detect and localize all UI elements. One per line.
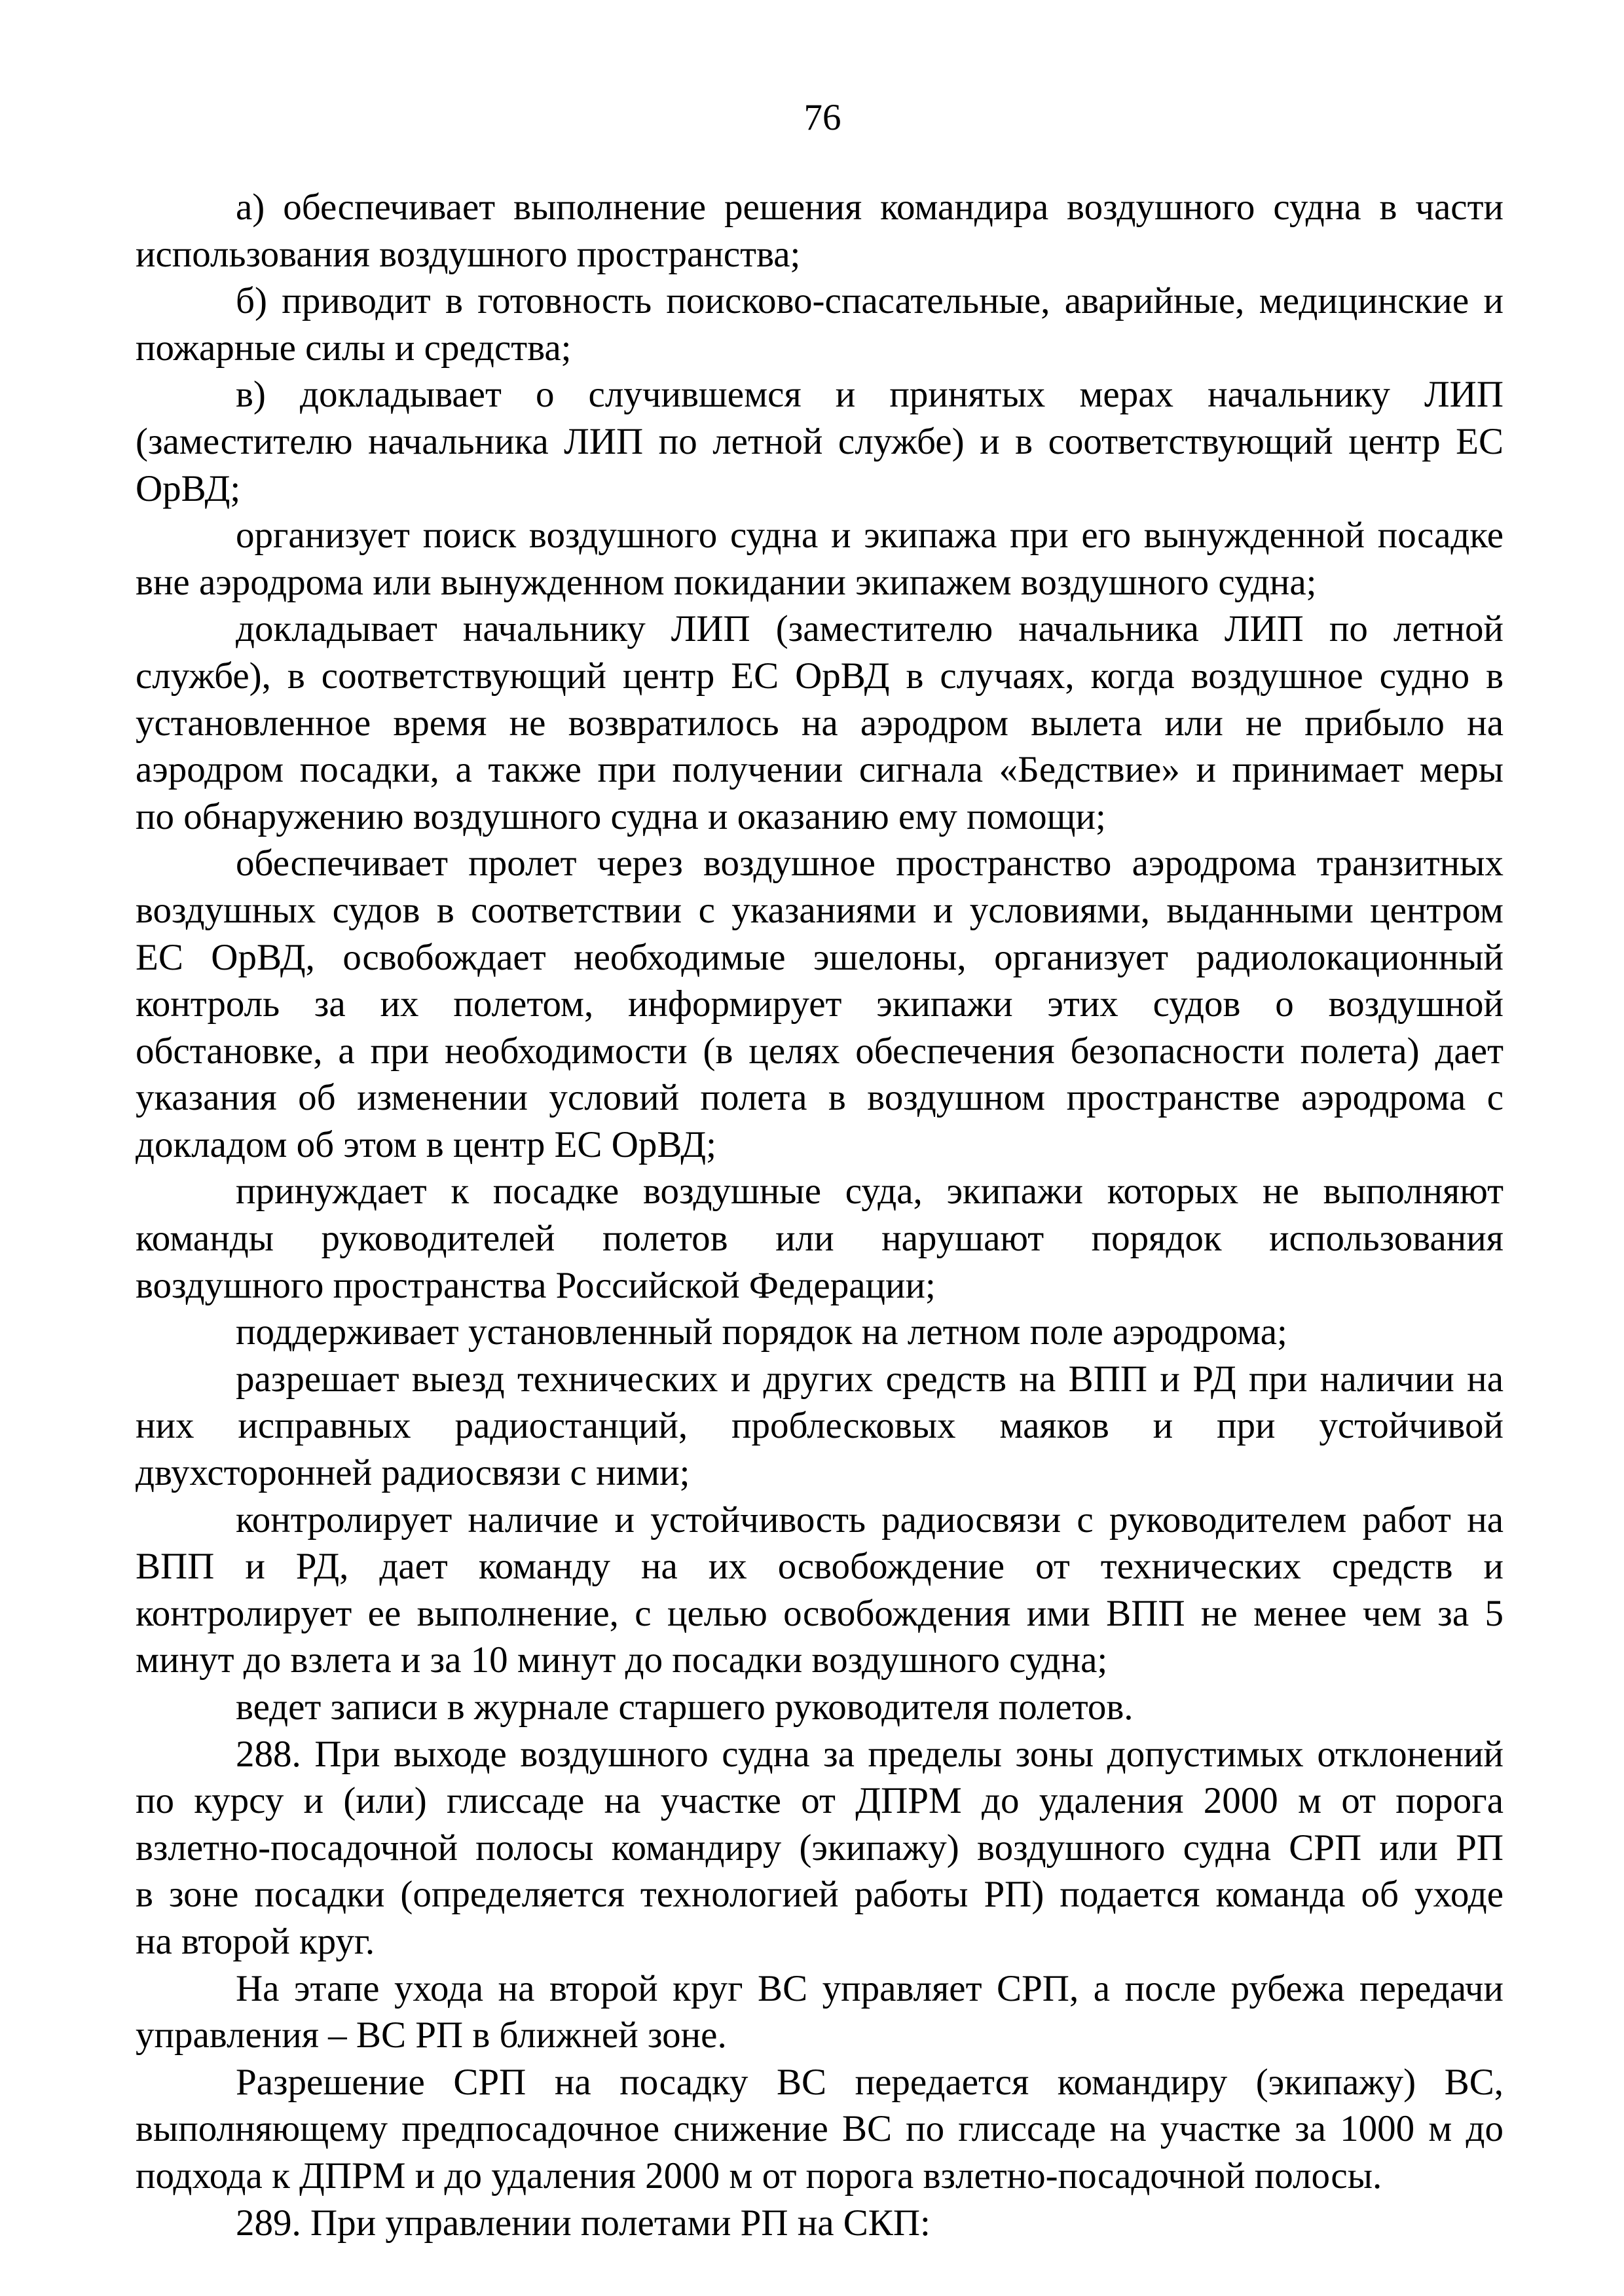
text-line: разрешает выезд технических и других средств на ВПП и РД при наличии на xyxy=(236,1358,1504,1400)
text-line: минут до взлета и за 10 минут до посадки воздушного судна; xyxy=(136,1639,1108,1681)
paragraph xyxy=(136,1309,1504,1356)
text-line: в) докладывает о случившемся и принятых мерах начальнику ЛИП xyxy=(236,374,1504,416)
text-line: а) обеспечивает выполнение решения командира воздушного судна в части xyxy=(236,187,1504,228)
text-line: вне аэродрома или вынужденном покидании экипажем воздушного судна; xyxy=(136,561,1317,603)
text-line: двухсторонней радиосвязи с ними; xyxy=(136,1452,690,1494)
paragraph xyxy=(136,1965,1504,2059)
text-line: поддерживает установленный порядок на летном поле аэродрома; xyxy=(236,1311,1287,1353)
text-line: докладывает начальнику ЛИП (заместителю начальника ЛИП по летной xyxy=(236,608,1504,650)
text-line: управления – ВС РП в ближней зоне. xyxy=(136,2014,727,2056)
text-line: ВПП и РД, дает команду на их освобождение от технических средств и xyxy=(136,1546,1504,1588)
text-line: подхода к ДПРМ и до удаления 2000 м от порога взлетно-посадочной полосы. xyxy=(136,2155,1382,2196)
text-line: б) приводит в готовность поисково-спасательные, аварийные, медицинские и xyxy=(236,280,1504,322)
paragraph xyxy=(136,512,1504,606)
text-line: по курсу и (или) глиссаде на участке от ДПРМ до удаления 2000 м от порога xyxy=(136,1780,1504,1822)
paragraph xyxy=(136,371,1504,512)
text-line: по обнаружению воздушного судна и оказанию ему помощи; xyxy=(136,795,1106,837)
document-body xyxy=(136,184,1504,2246)
paragraph xyxy=(136,1168,1504,1309)
text-line: принуждает к посадке воздушные суда, экипажи которых не выполняют xyxy=(236,1171,1504,1212)
text-line: на второй круг. xyxy=(136,1920,375,1962)
paragraph xyxy=(136,1356,1504,1497)
text-line: воздушных судов в соответствии с указаниями и условиями, выданными центром xyxy=(136,889,1504,931)
text-line: Разрешение СРП на посадку ВС передается командиру (экипажу) ВС, xyxy=(236,2061,1504,2103)
text-line: обстановке, а при необходимости (в целях обеспечения безопасности полета) дает xyxy=(136,1030,1504,1072)
text-line: контролирует ее выполнение, с целью освобождения ими ВПП не менее чем за 5 xyxy=(136,1592,1504,1634)
paragraph xyxy=(136,1731,1504,1965)
paragraph xyxy=(136,1684,1504,1731)
text-line: указания об изменении условий полета в воздушном пространстве аэродрома с xyxy=(136,1077,1504,1119)
paragraph xyxy=(136,2059,1504,2200)
text-line: воздушного пространства Российской Федерации; xyxy=(136,1264,936,1306)
text-line: (заместителю начальника ЛИП по летной службе) и в соответствующий центр ЕС xyxy=(136,420,1504,462)
text-line: докладом об этом в центр ЕС ОрВД; xyxy=(136,1123,716,1165)
text-line: обеспечивает пролет через воздушное пространство аэродрома транзитных xyxy=(236,843,1504,884)
text-line: пожарные силы и средства; xyxy=(136,327,572,369)
paragraph xyxy=(136,278,1504,371)
text-line: использования воздушного пространства; xyxy=(136,233,801,275)
paragraph xyxy=(136,184,1504,278)
text-line: службе), в соответствующий центр ЕС ОрВД в случаях, когда воздушное судно в xyxy=(136,655,1504,697)
text-line: них исправных радиостанций, проблесковых маяков и при устойчивой xyxy=(136,1405,1504,1447)
page-number: 76 xyxy=(803,97,841,138)
text-line: 289. При управлении полетами РП на СКП: xyxy=(236,2202,931,2244)
paragraph xyxy=(136,1497,1504,1684)
text-line: команды руководителей полетов или нарушают порядок использования xyxy=(136,1218,1504,1260)
text-line: установленное время не возвратилось на аэродром вылета или не прибыло на xyxy=(136,702,1504,744)
paragraph xyxy=(136,2200,1504,2247)
text-line: в зоне посадки (определяется технологией работы РП) подается команда об уходе xyxy=(136,1874,1504,1916)
text-line: На этапе ухода на второй круг ВС управляет СРП, а после рубежа передачи xyxy=(236,1967,1504,2009)
text-line: ведет записи в журнале старшего руководителя полетов. xyxy=(236,1686,1134,1728)
text-line: организует поиск воздушного судна и экипажа при его вынужденной посадке xyxy=(236,515,1504,556)
text-line: аэродром посадки, а также при получении сигнала «Бедствие» и принимает меры xyxy=(136,749,1504,791)
text-line: ОрВД; xyxy=(136,467,241,509)
text-line: контролирует наличие и устойчивость радиосвязи с руководителем работ на xyxy=(236,1499,1504,1540)
paragraph xyxy=(136,606,1504,840)
text-line: 288. При выходе воздушного судна за пределы зоны допустимых отклонений xyxy=(236,1733,1504,1775)
text-line: выполняющему предпосадочное снижение ВС по глиссаде на участке за 1000 м до xyxy=(136,2108,1504,2150)
text-line: контроль за их полетом, информирует экипажи этих судов о воздушной xyxy=(136,983,1504,1025)
paragraph xyxy=(136,840,1504,1168)
text-line: ЕС ОрВД, освобождает необходимые эшелоны, организует радиолокационный xyxy=(136,936,1504,978)
text-line: взлетно-посадочной полосы командиру (экипажу) воздушного судна СРП или РП xyxy=(136,1827,1504,1868)
